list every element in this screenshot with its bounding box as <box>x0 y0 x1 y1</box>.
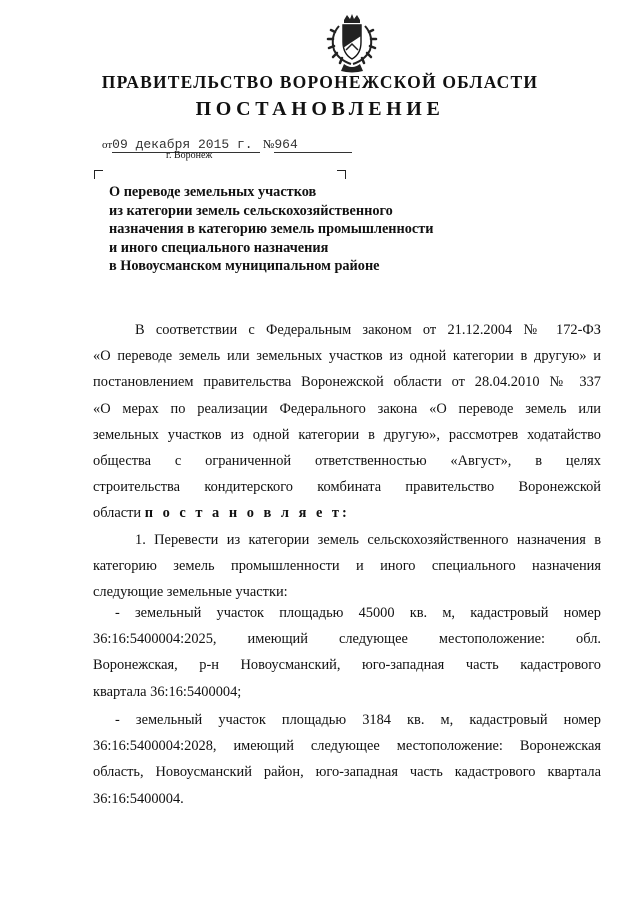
title-corner-left <box>94 170 103 179</box>
text-line: земельных участков из одной категории в другую», рассмотрев ходатайство <box>93 426 601 443</box>
date-from-label: от <box>102 139 113 151</box>
text-line: постановлением правительства Воронежской области от 28.04.2010 № 337 <box>93 374 601 391</box>
decree-date: 09 декабря 2015 г. <box>112 137 253 152</box>
decrees-word: п о с т а н о в л я е т: <box>144 505 350 522</box>
text-line: 36:16:5400004. <box>93 790 184 807</box>
text-line: 36:16:5400004:2025, имеющий следующее местоположение: обл. <box>93 631 601 648</box>
title-corner-right <box>337 170 346 179</box>
number-label: № <box>262 137 275 151</box>
text-line: область, Новоусманский район, юго-западная часть кадастрового квартала <box>93 764 601 781</box>
item-1-paragraph <box>93 527 601 606</box>
government-heading: ПРАВИТЕЛЬСТВО ВОРОНЕЖСКОЙ ОБЛАСТИ <box>101 72 539 92</box>
title-line: назначения в категорию земель промышленности <box>109 221 434 238</box>
text-line: 1. Перевести из категории земель сельскохозяйственного назначения в <box>135 532 601 548</box>
text-line: категорию земель промышленности и иного специального назначения <box>93 558 601 575</box>
text-line: - земельный участок площадью 45000 кв. м, кадастровый номер <box>115 605 601 621</box>
text-line: квартала 36:16:5400004; <box>93 683 242 700</box>
plot-1-paragraph <box>93 600 601 705</box>
decree-heading: ПОСТАНОВЛЕНИЕ <box>195 98 445 120</box>
text-line: Воронежская, р-н Новоусманский, юго-западная часть кадастрового <box>93 657 601 674</box>
text-line: В соответствии с Федеральным законом от 21.12.2004 № 172-ФЗ <box>135 322 601 338</box>
decree-title <box>109 183 434 276</box>
preamble-paragraph <box>93 317 601 527</box>
title-line: в Новоусманском муниципальном районе <box>109 258 380 275</box>
text-line: следующие земельные участки: <box>93 584 288 601</box>
decree-number: 964 <box>274 137 298 152</box>
title-line: из категории земель сельскохозяйственного <box>109 202 393 219</box>
text-line: 36:16:5400004:2028, имеющий следующее местоположение: Воронежская <box>93 738 601 755</box>
text-fragment: области <box>93 505 142 522</box>
text-line: строительства кондитерского комбината правительство Воронежской <box>93 479 601 496</box>
plot-2-paragraph <box>93 707 601 812</box>
text-line: «О мерах по реализации Федерального закона «О переводе земель или <box>93 400 601 417</box>
text-line: общества с ограниченной ответственностью «Август», в целях <box>93 453 601 470</box>
coat-of-arms-emblem <box>322 14 382 74</box>
text-line: - земельный участок площадью 3184 кв. м, кадастровый номер <box>115 712 601 728</box>
text-line: «О переводе земель или земельных участков из одной категории в другую» и <box>93 348 601 365</box>
title-line: О переводе земельных участков <box>109 184 317 200</box>
title-line: и иного специального назначения <box>109 239 329 256</box>
text-line <box>93 500 601 526</box>
city-label: г. Воронеж <box>166 150 213 161</box>
date-number-line <box>102 137 352 153</box>
